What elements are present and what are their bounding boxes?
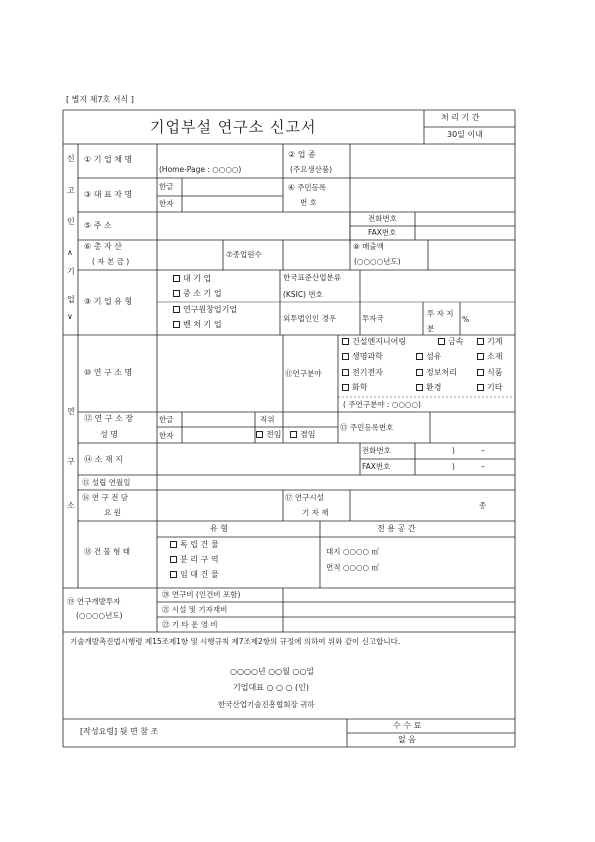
form-title: 기업부설 연구소 신고서 [150,118,317,136]
field-fiber-checkbox[interactable] [416,353,441,361]
checkbox-icon [416,353,423,360]
field-chem-checkbox[interactable] [342,384,367,392]
field-info-text: 정보처리 [426,368,457,377]
side-label-5: 기 [67,267,75,276]
building-separate-checkbox[interactable] [170,556,219,564]
institute-phone-label: 전화번호 [362,446,391,455]
fulltime-checkbox[interactable] [256,431,281,439]
employees-label: ⑦종업원수 [226,250,262,259]
checkbox-icon [170,541,177,548]
side-label-3: 인 [67,217,75,226]
building-independent-text: 독 립 건 물 [180,540,219,549]
type-sme-checkbox[interactable] [173,290,222,298]
field-bio-checkbox[interactable] [342,353,383,361]
researchers-label-1: ⑯ 연 구 전 담 [82,493,129,502]
field-machine-checkbox[interactable] [477,338,502,346]
checkbox-icon [438,338,445,345]
type-large-text: 대 기 업 [183,274,212,283]
rep-name-label: ③ 대 표 자 명 [84,190,133,199]
foreign-label: 외투법인인 경우 [283,314,337,323]
field-fiber-text: 섬유 [426,352,442,361]
side-label-institute-1: 연 [67,407,75,416]
research-field-label: ⑪연구분야 [285,369,322,378]
checkbox-icon [342,338,349,345]
type-venture-text: 벤 처 기 업 [183,320,222,329]
field-chem-text: 화학 [352,383,368,392]
form-number: [ 별지 제7호 서식 ] [66,95,134,104]
side-label-4: ∧ [67,248,73,257]
addressee: 한국산업기술진흥협회장 귀하 [218,700,315,709]
ksic-sub: (KSIC) 번호 [283,290,323,299]
facilities-unit: 종 [479,501,487,510]
fee-label: 수 수 료 [393,721,422,730]
company-phone-label: 전화번호 [368,214,397,223]
checkbox-icon [173,275,180,282]
ksic-label: 한국표준산업분류 [283,273,341,282]
concurrent-checkbox[interactable] [290,431,315,439]
assets-sub: ( 자 본 금 ) [92,257,130,266]
field-machine-text: 기계 [487,337,503,346]
field-info-checkbox[interactable] [416,369,457,377]
side-label-7: ∨ [67,312,73,321]
checkbox-icon [173,290,180,297]
rep-hangul: 한글 [159,182,174,191]
investment-ratio-label: 투 자 지 분 [427,309,454,333]
building-separate-text: 분 리 구 역 [180,555,219,564]
type-sme-text: 중 소 기 업 [183,289,222,298]
institute-fax-label: FAX번호 [362,462,391,471]
facilities-label-2: 기 자 재 [302,508,329,517]
declaration-text: 기술개발촉진법시행령 제15조제1항 및 시행규칙 제7조제2항의 규정에 의하여 위와 같이 신고합니다. [70,637,401,646]
checkbox-icon [256,431,263,438]
institute-name-label: ⑩ 연 구 소 명 [84,368,133,377]
rnd-item-operating-cost: ㉒ 기 타 운 영 비 [162,620,218,629]
field-bio-text: 생명과학 [352,352,383,361]
field-material-checkbox[interactable] [477,353,502,361]
type-researcher-startup-checkbox[interactable] [173,306,237,314]
building-label: ⑱ 건 물 형 태 [84,547,131,556]
head-label-1: ⑫ 연 구 소 장 [84,414,134,423]
fee-value: 없 음 [398,735,416,744]
rnd-item-facility-cost: ㉑ 시설 및 기자재비 [162,605,228,614]
field-construction-checkbox[interactable] [342,338,406,346]
checkbox-icon [477,384,484,391]
fulltime-text: 전임 [266,430,282,439]
concurrent-text: 겸임 [300,430,316,439]
floor-area: 면적 ○○○○ ㎡ [326,563,379,572]
checkbox-icon [477,338,484,345]
company-name-label: ① 기 업 체 명 [84,155,133,164]
side-label-6: 업 [67,295,75,304]
percent-sign: % [462,315,470,324]
field-construction-text: 건설엔지니어링 [352,337,407,346]
sales-label: ⑧ 매출액 [353,242,384,251]
field-electric-checkbox[interactable] [342,369,383,377]
business-label: ② 업 종 [288,150,316,159]
building-rent-checkbox[interactable] [170,571,219,579]
checkbox-icon [342,384,349,391]
company-type-label: ⑨ 기 업 유 형 [84,297,133,306]
fax-dash: – [481,462,485,471]
checkbox-icon [290,431,297,438]
field-metal-text: 금속 [448,337,464,346]
checkbox-icon [416,369,423,376]
position-label: 직위 [260,415,275,424]
homepage-text: (Home-Page : ○○○○) [159,165,242,174]
head-hangul: 한글 [159,415,174,424]
company-fax-label: FAX번호 [368,228,397,237]
checkbox-icon [342,369,349,376]
head-hanja: 한자 [159,431,174,440]
representative-sign: 기업대표 ○ ○ ○ (인) [233,683,309,692]
checkbox-icon [416,384,423,391]
researchers-label-2: 요 원 [104,508,121,517]
side-label-institute-2: 구 [67,457,75,466]
field-etc-checkbox[interactable] [477,384,502,392]
type-venture-checkbox[interactable] [173,321,222,329]
checkbox-icon [342,353,349,360]
established-label: ⑮ 설립 연월일 [82,478,131,487]
side-label-institute-3: 소 [67,501,75,510]
checkbox-icon [170,571,177,578]
field-electric-text: 전기전자 [352,368,383,377]
building-independent-checkbox[interactable] [170,541,219,549]
checkbox-icon [173,321,180,328]
field-material-text: 소재 [487,352,503,361]
side-label-2: 고 [67,186,75,195]
checkbox-icon [477,353,484,360]
building-rent-text: 임 대 건 물 [180,570,219,579]
rnd-label-2: (○○○○년도) [76,611,123,620]
type-large-checkbox[interactable] [173,275,211,283]
address-label: ⑤ 주 소 [84,221,112,230]
processing-period-label: 처 리 기 간 [441,113,480,122]
side-label-1: 신 [67,154,75,163]
checkbox-icon [477,369,484,376]
facilities-label-1: ⑰ 연구시설 [285,493,324,502]
rrn-sub: 번 호 [300,198,317,207]
fax-paren: ) [452,462,455,471]
phone-paren: ) [452,446,455,455]
sales-sub: (○○○○년도) [354,257,401,266]
field-metal-checkbox[interactable] [438,338,463,346]
instructions-text: [작성요령] 뒷 면 참 조 [80,727,159,736]
checkbox-icon [173,306,180,313]
processing-period-value: 30일 이내 [447,130,483,139]
location-label: ⑭ 소 재 지 [84,455,123,464]
field-env-checkbox[interactable] [416,384,441,392]
investor-country-label: 투자국 [362,314,384,323]
rnd-label-1: ⑲ 연구개발투자 [67,597,121,606]
field-env-text: 환경 [426,383,442,392]
assets-label: ⑥ 총 자 산 [84,242,122,251]
head-label-2: 성 명 [100,430,118,439]
business-sub: (주요생산품) [290,165,333,174]
declaration-date: ○○○○년 ○○월 ○○일 [230,667,315,676]
checkbox-icon [170,556,177,563]
field-food-text: 식품 [487,368,503,377]
main-field-text: ( 주연구분야 : ○○○○) [343,400,421,409]
head-rrn-label: ⑬ 주민등록번호 [340,423,394,432]
field-etc-text: 기타 [487,383,503,392]
building-type-header: 유 형 [210,524,228,533]
rep-hanja: 한자 [159,199,174,208]
phone-dash: – [481,446,485,455]
space-header: 전 용 공 간 [377,524,416,533]
land-area: 대지 ○○○○ ㎡ [326,547,379,556]
rrn-label: ④ 주민등록 [288,183,327,192]
field-food-checkbox[interactable] [477,369,502,377]
rnd-item-research-cost: ⑳ 연구비 (인건비 포함) [162,590,241,599]
type-researcher-startup-text: 연구원창업기업 [183,305,238,314]
